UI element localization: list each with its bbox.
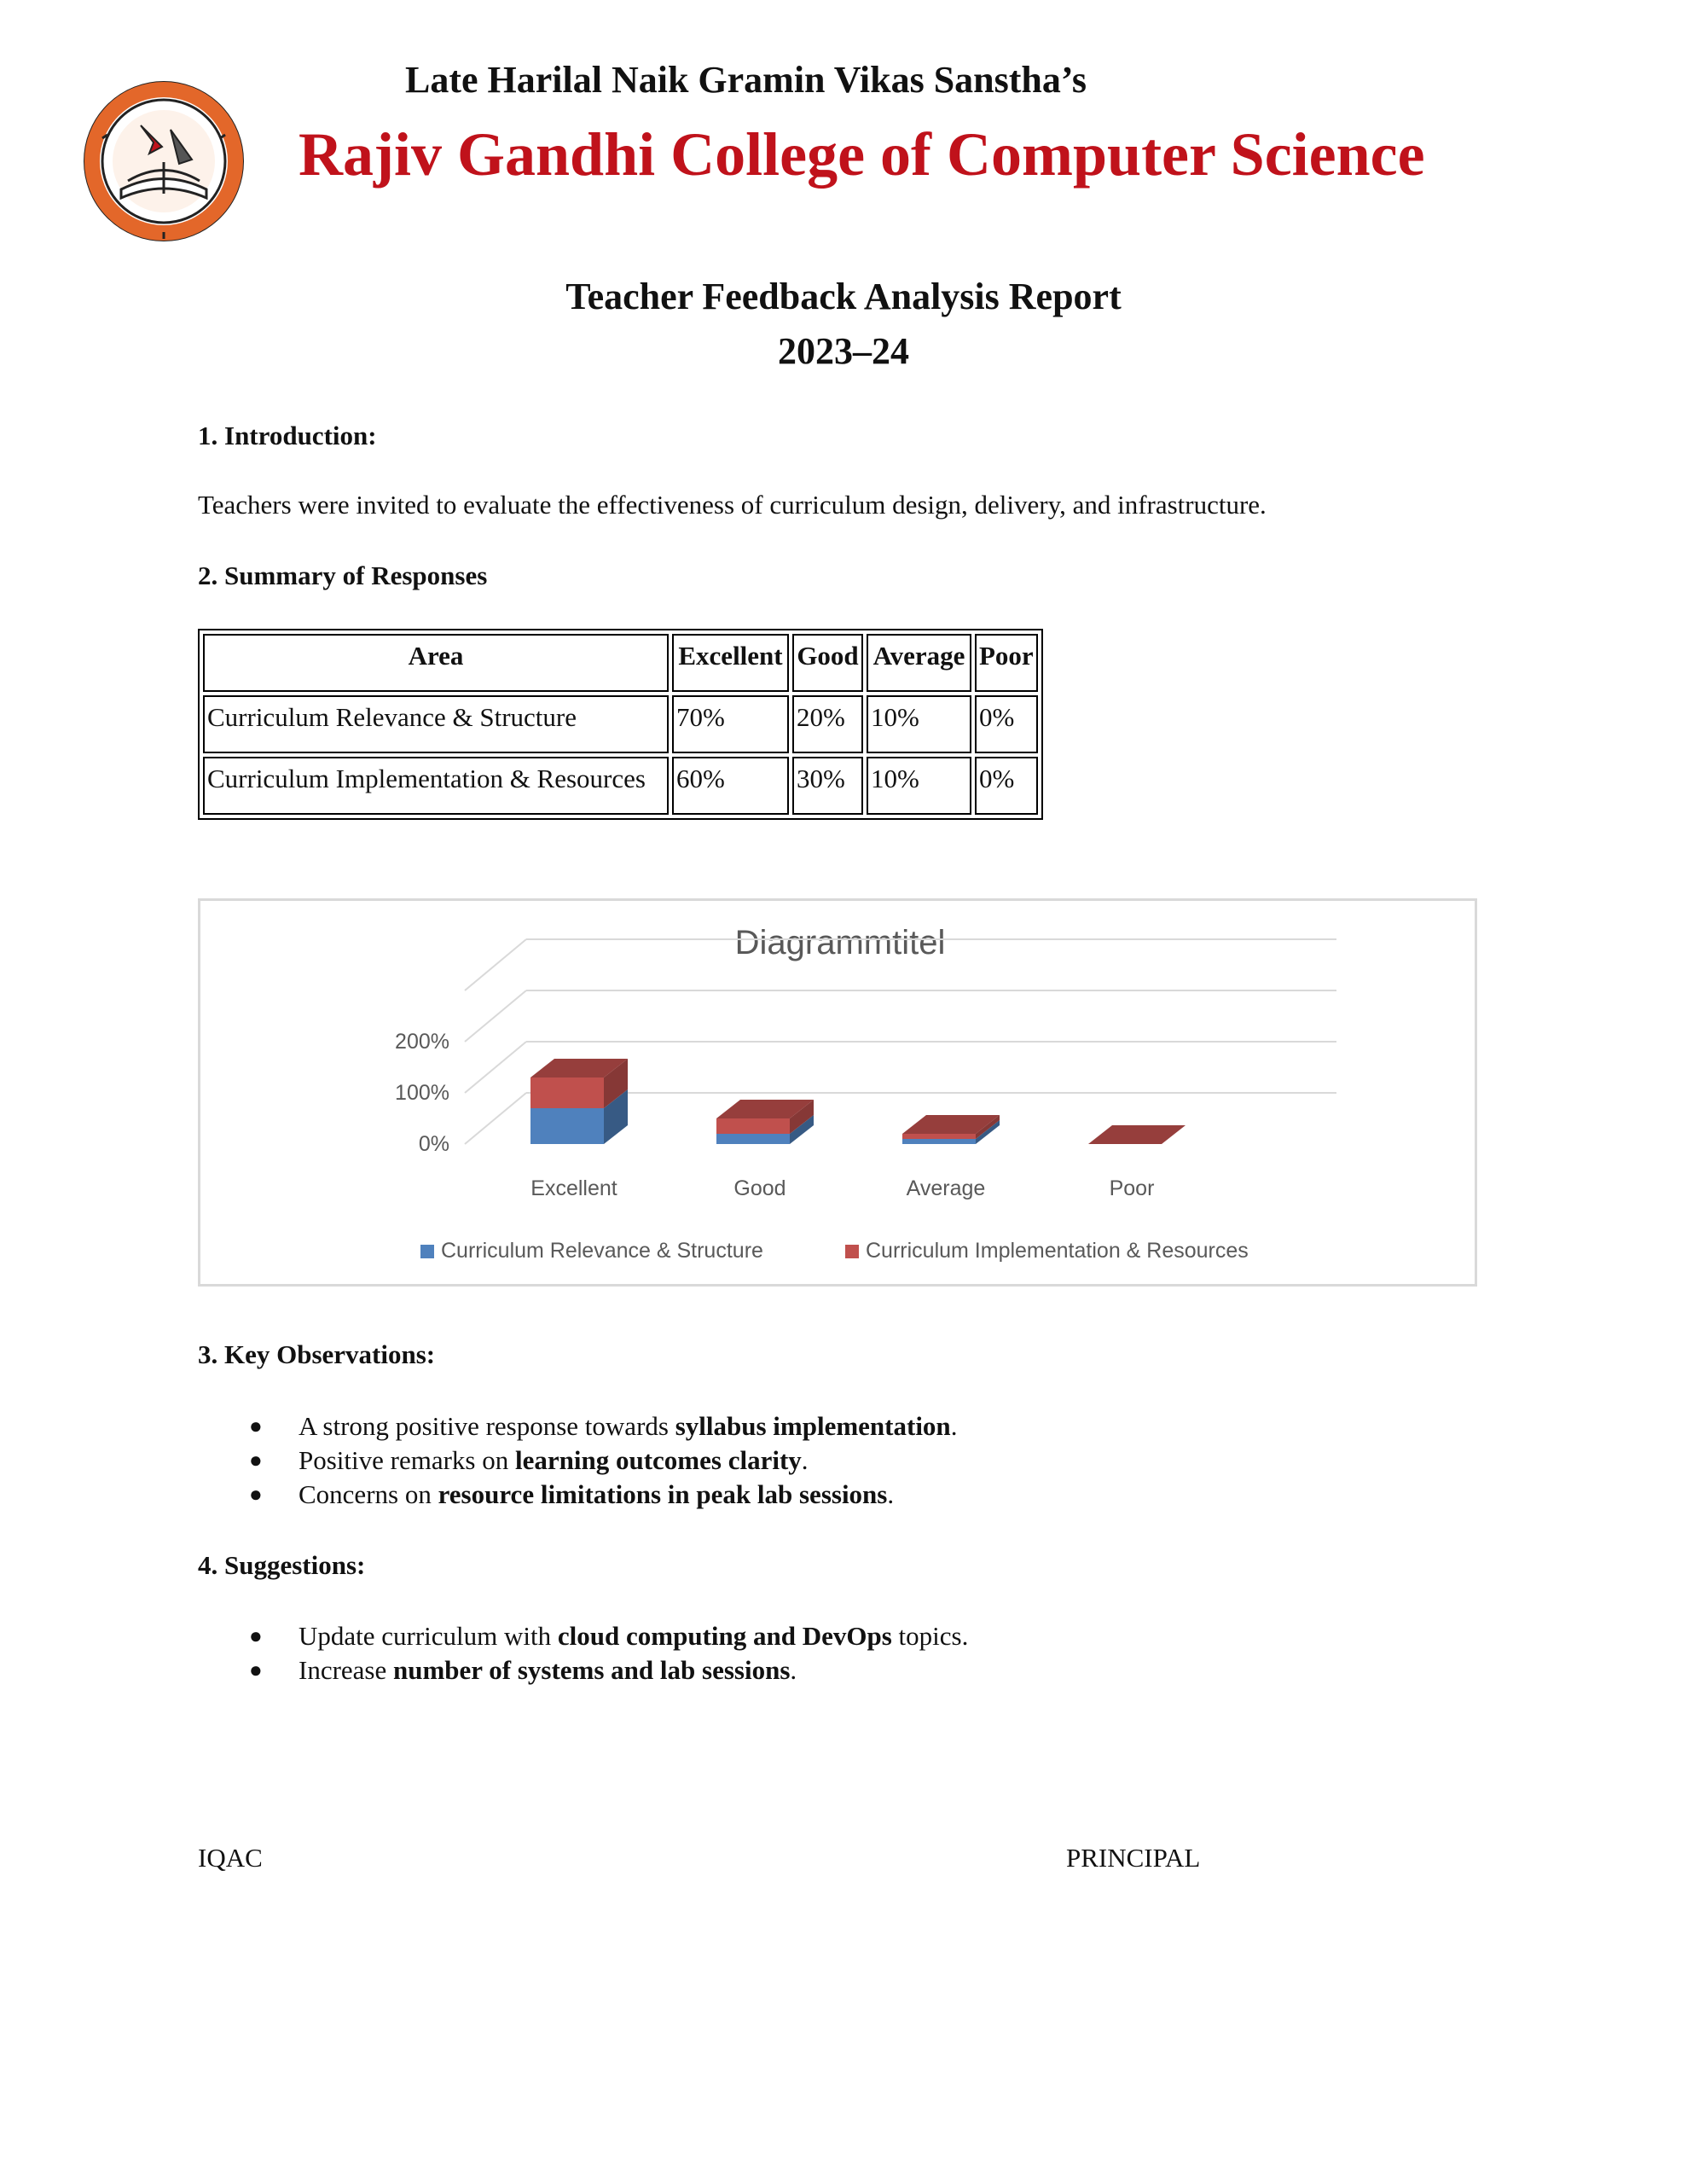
college-logo — [68, 78, 260, 245]
list-item: ● Concerns on resource limitations in peak lab sessions. — [249, 1479, 895, 1509]
col-header-excellent: Excellent — [672, 634, 789, 692]
list-item: ● A strong positive response towards syllabus implementation. — [249, 1411, 958, 1441]
table-row — [203, 757, 1038, 815]
institution-name: Late Harilal Naik Gramin Vikas Sanstha’s — [405, 59, 1087, 101]
bar-top-poor — [1088, 1125, 1186, 1144]
bar-good-series-1 — [716, 1134, 790, 1144]
bar-good-series-2 — [716, 1118, 790, 1134]
legend-swatch — [420, 1245, 434, 1258]
table-cell: 0% — [975, 695, 1038, 753]
chart-y-tick-label: 200% — [395, 1030, 449, 1054]
bar-average-series-2 — [902, 1134, 976, 1139]
table-cell: 0% — [975, 757, 1038, 815]
bar-excellent-series-2 — [530, 1077, 604, 1108]
chart-title: Diagrammtitel — [734, 924, 946, 961]
chart-x-tick-label: Good — [733, 1176, 786, 1200]
college-name: Rajiv Gandhi College of Computer Science — [299, 120, 1425, 189]
chart-x-tick-label: Average — [906, 1176, 986, 1200]
suggestions-list — [249, 1619, 969, 1687]
intro-text: Teachers were invited to evaluate the effectiveness of curriculum design, delivery, and infrastructure. — [198, 490, 1267, 520]
legend-swatch — [845, 1245, 859, 1258]
observations-list — [249, 1409, 958, 1512]
summary-heading: 2. Summary of Responses — [198, 561, 488, 590]
table-header-row — [203, 634, 1038, 692]
observations-heading: 3. Key Observations: — [198, 1339, 436, 1369]
summary-table — [198, 629, 1043, 820]
list-item: ● Update curriculum with cloud computing and DevOps topics. — [249, 1621, 969, 1651]
feedback-chart — [198, 898, 1477, 1287]
table-cell: 10% — [867, 695, 971, 753]
table-cell: Curriculum Implementation & Resources — [203, 757, 669, 815]
report-year: 2023–24 — [778, 330, 909, 372]
chart-x-tick-label: Excellent — [530, 1176, 617, 1200]
intro-heading: 1. Introduction: — [198, 421, 377, 450]
table-row — [203, 695, 1038, 753]
table-cell: 30% — [792, 757, 863, 815]
chart-canvas — [200, 901, 1480, 1289]
col-header-good: Good — [792, 634, 863, 692]
suggestions-heading: 4. Suggestions: — [198, 1550, 366, 1580]
footer-iqac: IQAC — [198, 1843, 263, 1873]
col-header-poor: Poor — [975, 634, 1038, 692]
footer-principal: PRINCIPAL — [1066, 1843, 1201, 1873]
col-header-average: Average — [867, 634, 971, 692]
chart-gridline — [465, 1093, 526, 1144]
chart-y-tick-label: 0% — [418, 1132, 449, 1156]
table-cell: 10% — [867, 757, 971, 815]
table-cell: 60% — [672, 757, 789, 815]
table-cell: Curriculum Relevance & Structure — [203, 695, 669, 753]
summary-table-container — [198, 629, 1043, 820]
table-cell: 20% — [792, 695, 863, 753]
list-item: ● Increase number of systems and lab sessions. — [249, 1655, 797, 1685]
chart-gridline — [465, 939, 526, 990]
table-cell: 70% — [672, 695, 789, 753]
report-title: Teacher Feedback Analysis Report — [565, 276, 1122, 317]
chart-x-tick-label: Poor — [1109, 1176, 1155, 1200]
chart-gridline — [465, 1042, 526, 1093]
legend-label: Curriculum Relevance & Structure — [441, 1239, 763, 1263]
list-item: ● Positive remarks on learning outcomes clarity. — [249, 1445, 809, 1475]
bar-average-series-1 — [902, 1139, 976, 1144]
bar-excellent-series-1 — [530, 1108, 604, 1144]
col-header-area: Area — [203, 634, 669, 692]
chart-gridline — [465, 990, 526, 1042]
chart-y-tick-label: 100% — [395, 1081, 449, 1105]
legend-label: Curriculum Implementation & Resources — [866, 1239, 1249, 1263]
